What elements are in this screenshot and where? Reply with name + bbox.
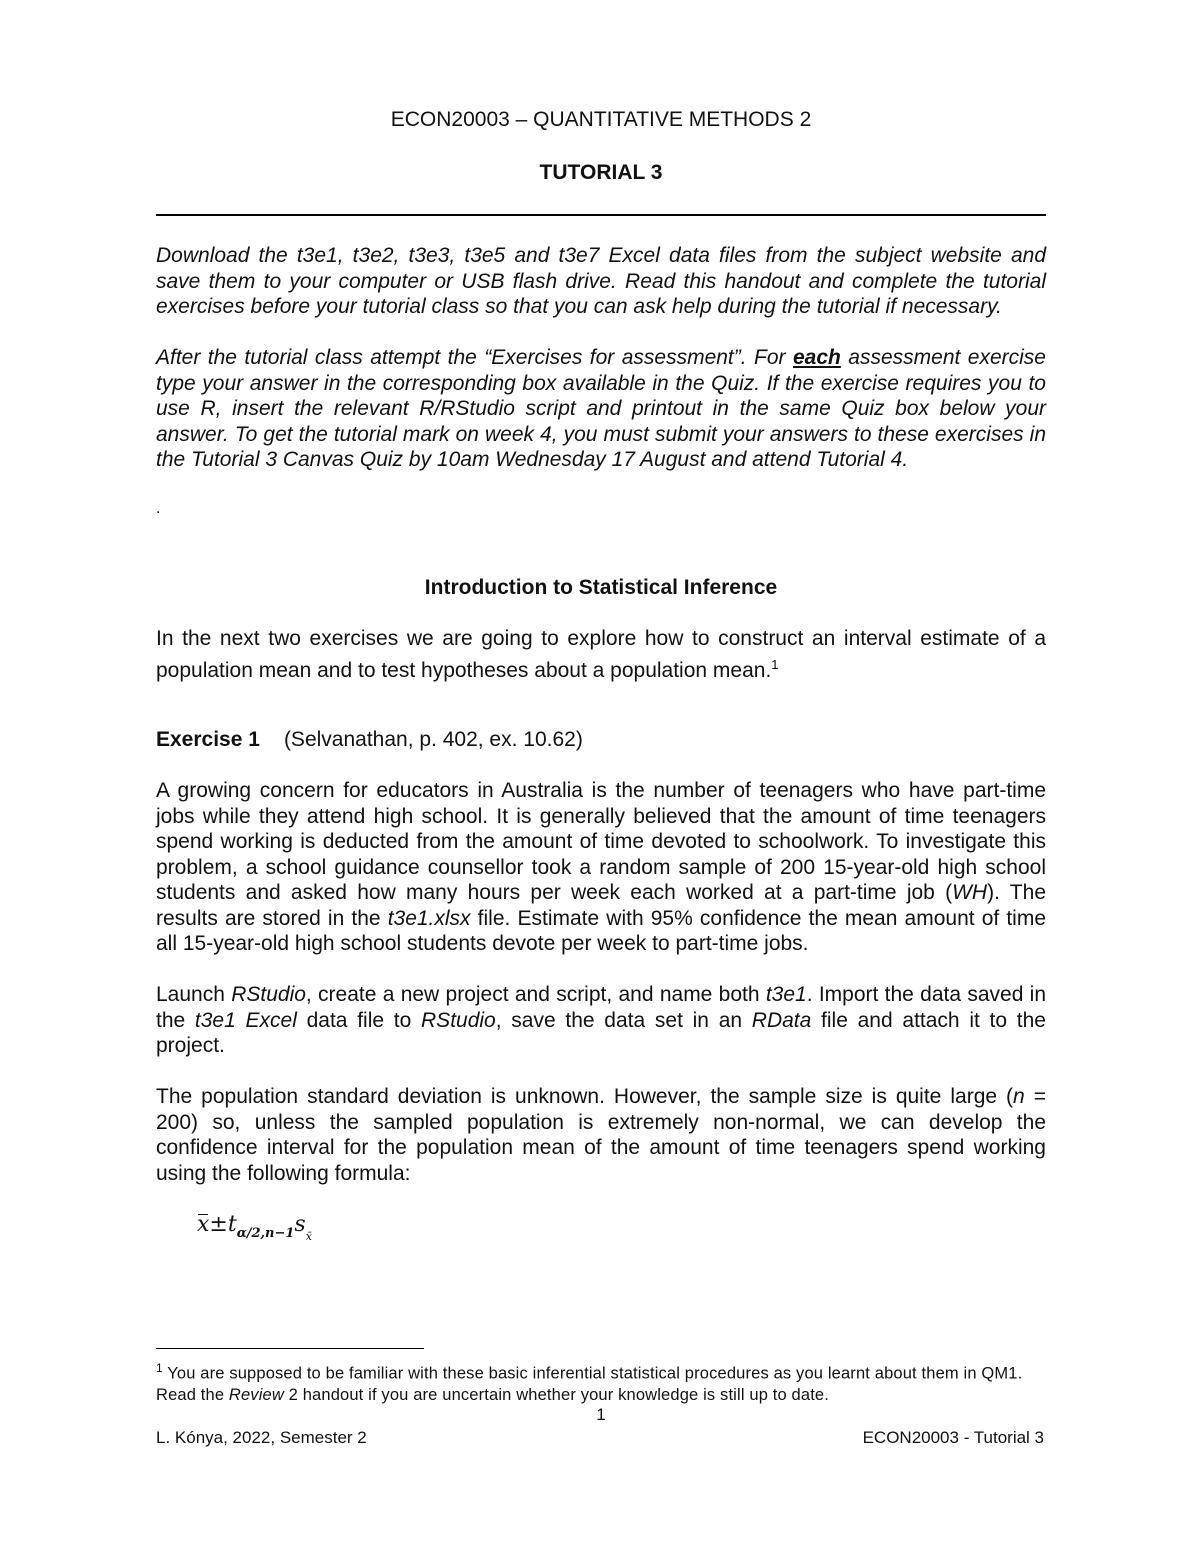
file-name: t3e1 Excel: [194, 1008, 297, 1032]
text: = 200) so, unless the sampled population is extremely non-normal, we can develop the confidence interval for the population mean of the amount of time teenagers spend working using the following formula:: [156, 1085, 1046, 1185]
exercise-1-problem-paragraph: [156, 778, 1046, 957]
software-name: RStudio: [231, 983, 306, 1006]
text: Launch: [156, 983, 232, 1006]
text: file and attach it to the project.: [156, 1008, 1046, 1057]
project-name: t3e1: [765, 983, 807, 1006]
x-bar-symbol: x: [197, 1212, 210, 1237]
plus-minus-symbol: ±: [209, 1212, 228, 1237]
exercise-1-formula-intro-paragraph: [156, 1084, 1046, 1186]
exercise-1-rstudio-paragraph: [156, 982, 1046, 1059]
section-intro-paragraph: [156, 626, 1046, 683]
variable-name: WH: [952, 881, 988, 904]
text: file. Estimate with 95% confidence the mean amount of time all 15-year-old high school students devote per week to part-time jobs.: [156, 906, 1046, 955]
exercise-source: (Selvanathan, p. 402, ex. 10.62): [283, 728, 583, 751]
s-symbol: s: [294, 1212, 306, 1237]
intro-text: After the tutorial class attempt the “Exercises for assessment”. For: [156, 346, 793, 369]
t-subscript: α/2,n−1: [236, 1226, 295, 1241]
footnote: [156, 1358, 1046, 1406]
sample-size-symbol: n: [1013, 1085, 1025, 1108]
footnote-divider: [156, 1348, 424, 1349]
text: data file to: [296, 1008, 422, 1032]
footnote-text: 2 handout if you are uncertain whether your knowledge is still up to date.: [283, 1385, 829, 1404]
file-name: t3e1.xlsx: [387, 906, 471, 930]
footer-author: L. Kónya, 2022, Semester 2: [156, 1428, 367, 1447]
footer-course: ECON20003 - Tutorial 3: [862, 1428, 1044, 1447]
emphasis-each: each: [792, 346, 841, 369]
footnote-reference: 1: [771, 656, 779, 672]
text: . Import the data saved in the: [156, 983, 1047, 1032]
tutorial-heading: TUTORIAL 3: [539, 161, 663, 184]
section-intro-text: In the next two exercises we are going to explore how to construct an interval estimate of a population mean and to test hypotheses about a population mean.: [156, 627, 1046, 682]
footnote-review: Review: [228, 1385, 284, 1404]
stray-period: .: [156, 500, 161, 517]
text: , save the data set in an: [495, 1008, 752, 1032]
file-type: RData: [751, 1008, 812, 1032]
section-heading: Introduction to Statistical Inference: [424, 576, 778, 599]
course-title: ECON20003 – QUANTITATIVE METHODS 2: [390, 108, 812, 131]
title-divider: [156, 214, 1046, 216]
text: A growing concern for educators in Australia is the number of teenagers who have part-time jobs while they attend high school. It is generally believed that the amount of time teenagers spend working is deducted from the amount of time devoted to schoolwork. To investigate this problem, a school guidance counsellor took a random sample of 200 15-year-old high school students and asked how many hours per week each worked at a part-time job (: [156, 779, 1046, 904]
page-number: 1: [596, 1405, 606, 1424]
text: ). The results are stored in the: [156, 881, 1046, 930]
confidence-interval-formula: [197, 1212, 312, 1243]
footnote-marker: 1: [156, 1361, 163, 1375]
exercise-label: Exercise 1: [156, 728, 260, 751]
t-symbol: t: [227, 1212, 237, 1237]
s-subscript: x̄: [305, 1230, 312, 1243]
intro-paragraph-download: Download the t3e1, t3e2, t3e3, t3e5 and t3e7 Excel data files from the subject website and save them to your computer or USB flash drive. Read this handout and complete the tutorial exercises before your tutorial class so that you can ask help during the tutorial if necessary.: [156, 244, 1046, 318]
text: The population standard deviation is unknown. However, the sample size is quite large (: [156, 1085, 1014, 1108]
intro-text: assessment exercise type your answer in the corresponding box available in the Quiz. If the exercise requires you to use R, insert the relevant R/RStudio script and printout in the same Quiz box below your answer. To get the tutorial mark on week 4, you must submit your answers to these exercises in the Tutorial 3 Canvas Quiz by 10am Wednesday 17 August and attend Tutorial 4.: [156, 346, 1046, 471]
text: , create a new project and script, and name both: [305, 983, 766, 1006]
intro-paragraph-assessment: [156, 345, 1046, 473]
exercise-1-heading: [156, 727, 1046, 753]
footnote-text: You are supposed to be familiar with these basic inferential statistical procedures as you learnt about them in QM1. Read the: [156, 1364, 1023, 1404]
software-name: RStudio: [421, 1008, 496, 1032]
